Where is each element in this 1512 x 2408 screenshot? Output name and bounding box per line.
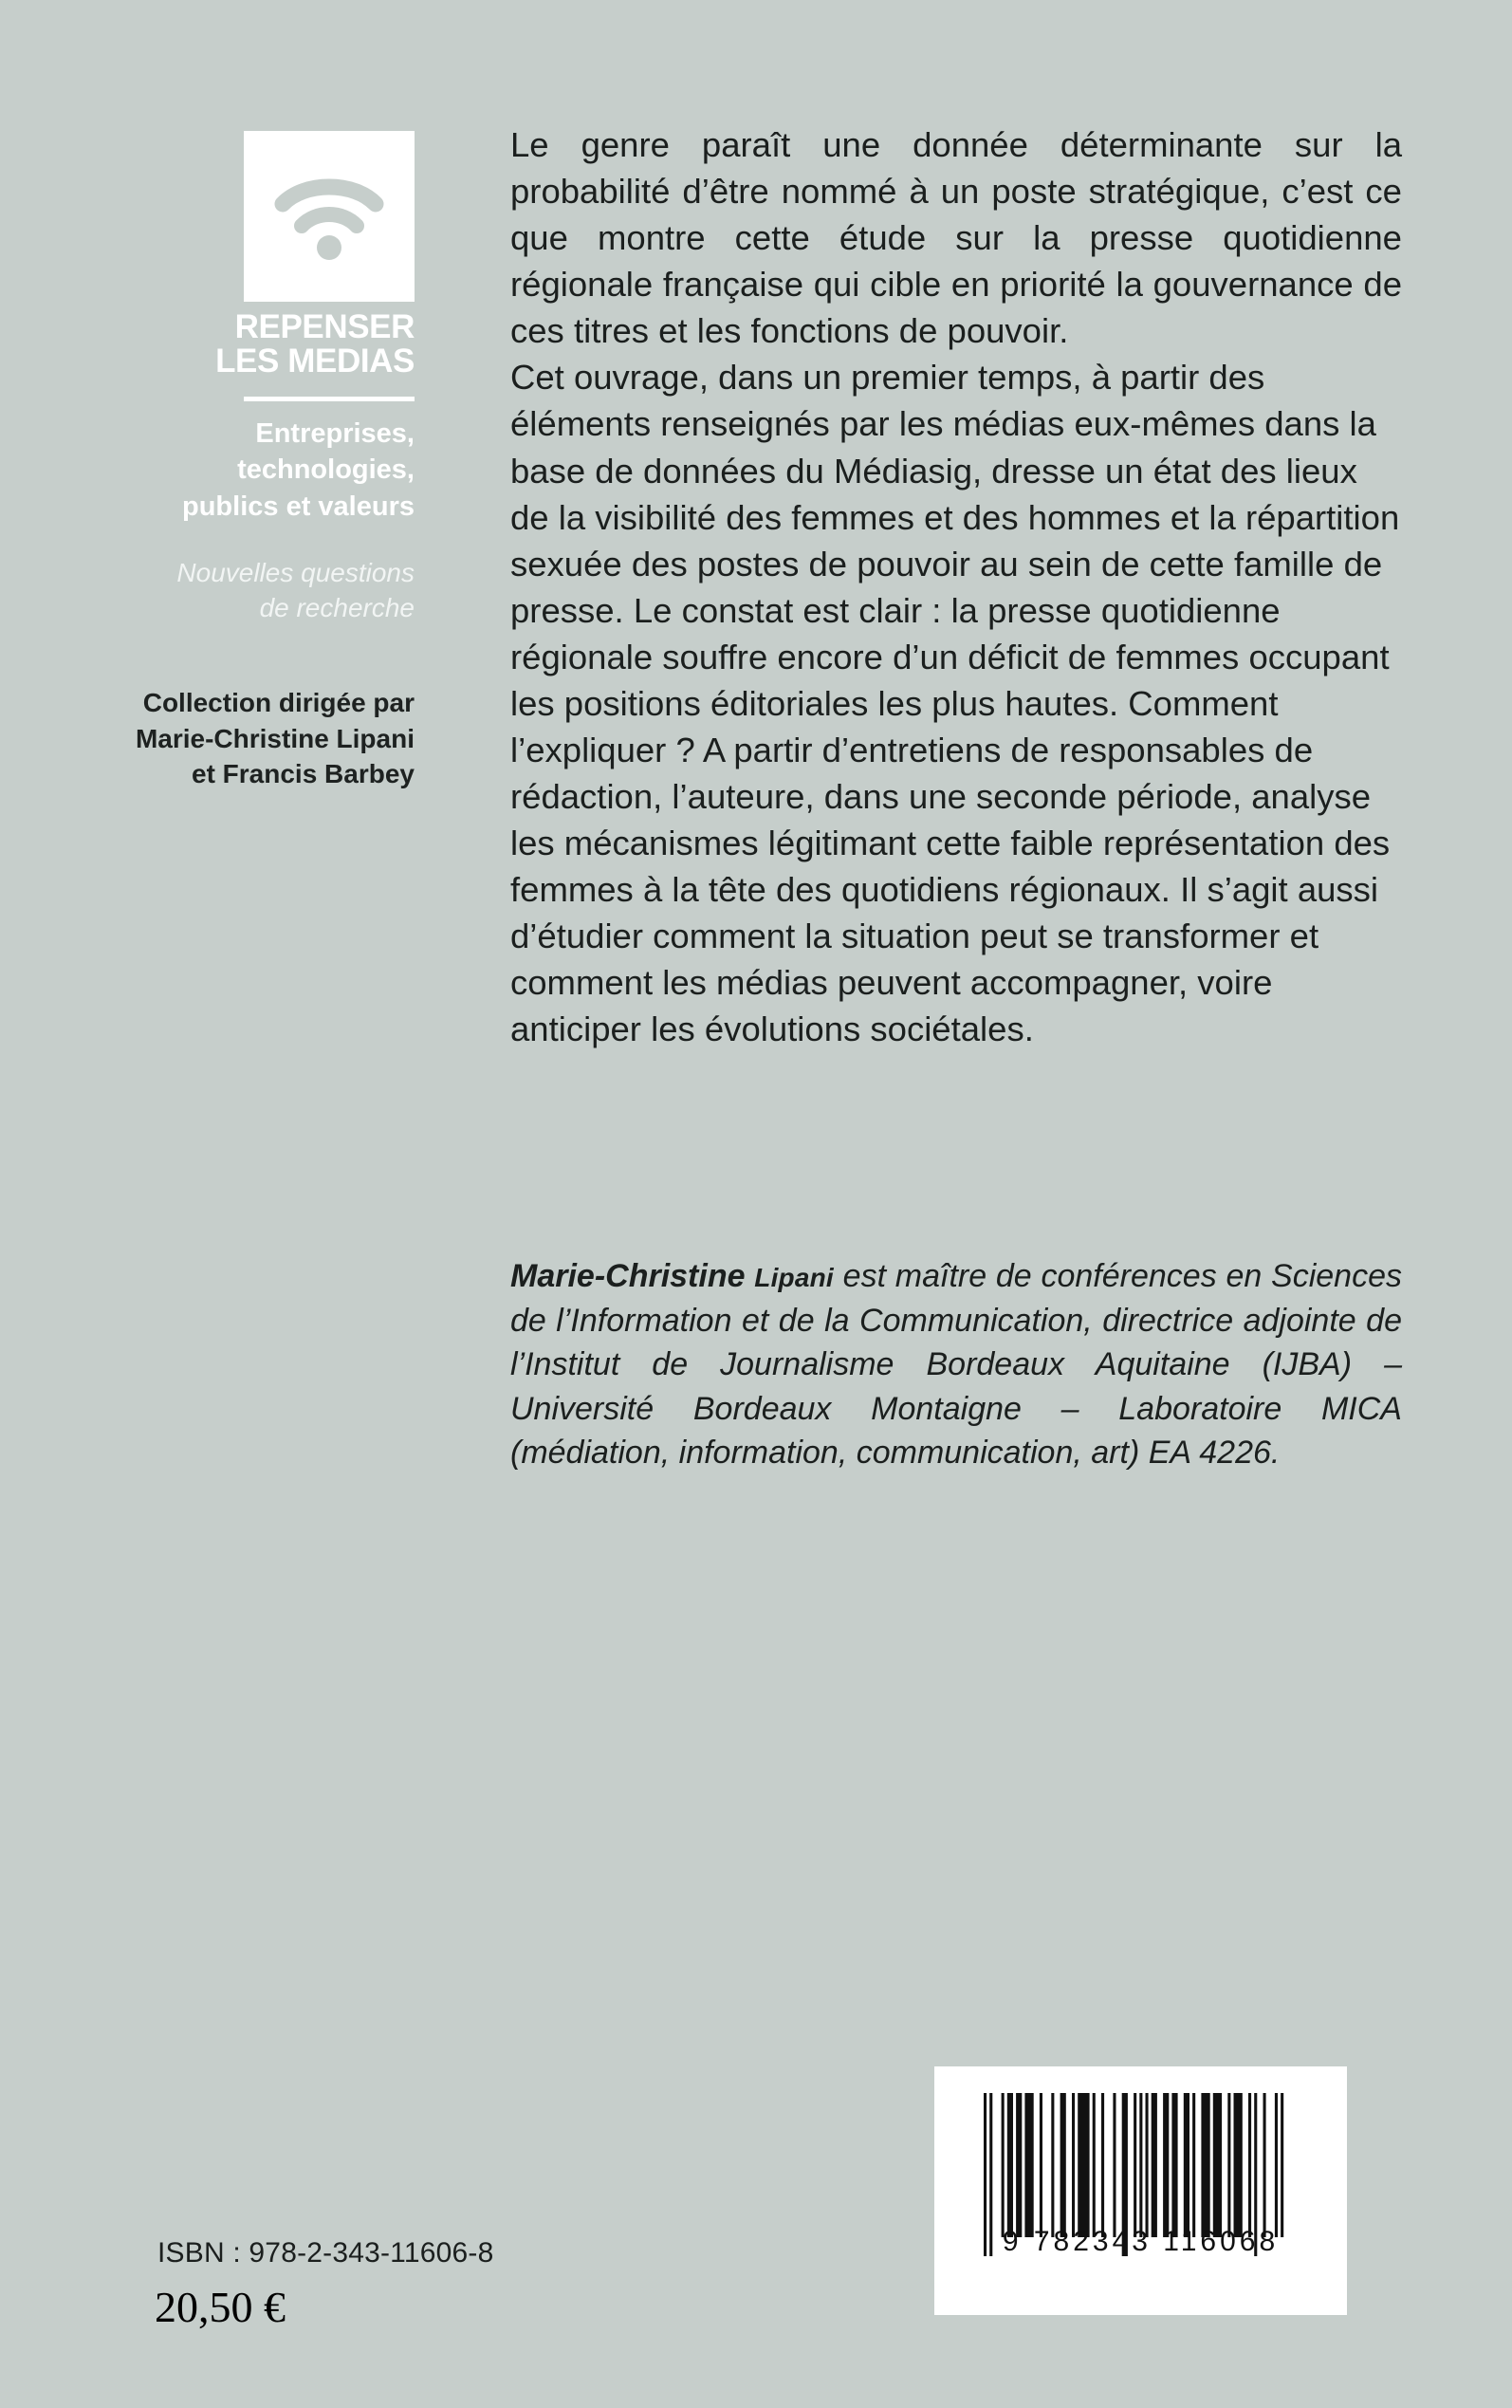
author-first-name: Marie-Christine xyxy=(510,1258,755,1294)
series-divider xyxy=(244,397,415,401)
author-bio-body: est maître de conférences en Sciences de l’Information et de la Communication, directrice adjointe de l’Institut de Journalisme Bordeaux Aquitaine (IJBA) – Université Bordeaux Montaigne – Laboratoire MICA (médiation, information, communication, art) EA 4226. xyxy=(510,1258,1402,1472)
series-tagline-line-2: de recherche xyxy=(259,592,415,622)
collection-credit-line-3: et Francis Barbey xyxy=(192,759,415,789)
sidebar xyxy=(0,0,417,2408)
barcode-digits: 9 782343 116068 xyxy=(1002,2226,1280,2257)
price-label: 20,50 € xyxy=(155,2283,286,2331)
blurb-paragraph-1: Le genre paraît une donnée déterminante sur la probabilité d’être nommé à un poste stratégique, c’est ce que montre cette étude sur la presse quotidienne régionale française qui cible en priorité la gouvernance de ces titres et les fonctions de pouvoir. xyxy=(510,125,1402,351)
collection-credit xyxy=(19,685,415,792)
series-tagline xyxy=(28,556,415,626)
series-title-line1: REPENSER xyxy=(234,308,415,345)
barcode-bars xyxy=(934,2066,1347,2315)
barcode xyxy=(934,2066,1347,2315)
blurb-paragraph-2: Cet ouvrage, dans un premier temps, à partir des éléments renseignés par les médias eux-mêmes dans la base de données du Médiasig, dresse un état des lieux de la visibilité des femmes et des hommes et la répartition sexuée des postes de pouvoir au sein de cette famille de presse. Le constat est clair : la presse quotidienne régionale souffre encore d’un déficit de femmes occupant les positions éditoriales les plus hautes. Comment l’expliquer ? A partir d’entretiens de responsables de rédaction, l’auteure, dans une seconde période, analyse les mécanismes légitimant cette faible représentation des femmes à la tête des quotidiens régionaux. Il s’agit aussi d’étudier comment la situation peut se transformer et comment les médias peuvent accompagner, voire anticiper les évolutions sociétales. xyxy=(510,358,1400,1049)
author-bio-text xyxy=(510,1254,1402,1475)
back-cover-blurb xyxy=(510,121,1402,1053)
series-subtitle-line-3: publics et valeurs xyxy=(182,491,415,522)
series-subtitle-line-1: Entreprises, xyxy=(255,418,415,449)
isbn-label: ISBN : 978-2-343-11606-8 xyxy=(157,2237,494,2269)
series-title xyxy=(38,310,415,380)
series-subtitle xyxy=(28,416,415,525)
collection-credit-line-2: Marie-Christine Lipani xyxy=(135,723,415,753)
wifi-icon xyxy=(273,169,385,264)
collection-credit-line-1: Collection dirigée par xyxy=(142,688,415,717)
series-tagline-line-1: Nouvelles questions xyxy=(176,558,415,587)
series-subtitle-line-2: technologies, xyxy=(237,454,415,486)
author-last-name: Lipani xyxy=(754,1263,834,1292)
series-title-line2: LES MEDIAS xyxy=(215,343,415,380)
series-logo xyxy=(244,131,415,302)
author-bio xyxy=(510,1254,1402,1475)
